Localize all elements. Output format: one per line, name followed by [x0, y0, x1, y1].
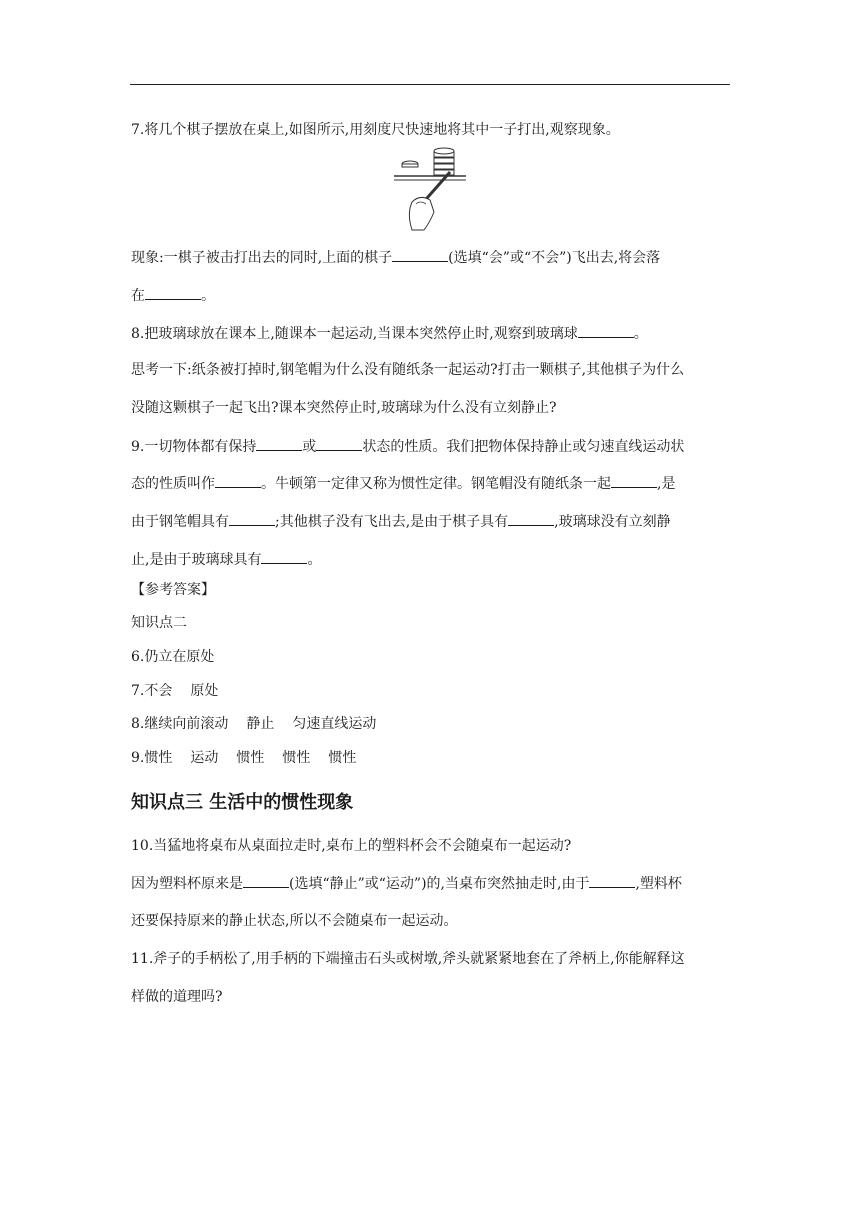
q11-line1: 11.斧子的手柄松了,用手柄的下端撞击石头或树墩,斧头就紧紧地套在了斧柄上,你能解释这: [131, 951, 685, 967]
q7-phenomenon-line2: 在 。: [131, 285, 215, 306]
q9-line4: 止,是由于玻璃球具有 。: [131, 549, 321, 570]
answer-6: 6.仍立在原处: [131, 649, 215, 665]
q9-line1: 9.一切物体都有保持 或 状态的性质。我们把物体保持静止或匀速直线运动状: [131, 436, 684, 457]
q9-blank-6[interactable]: [508, 511, 554, 526]
q7-blank-2[interactable]: [145, 285, 201, 300]
q10-line1: 因为塑料杯原来是 (选填“静止”或“运动”)的,当桌布突然抽走时,由于 ,塑料杯: [131, 873, 682, 894]
q10-blank-2[interactable]: [589, 873, 635, 888]
q11-line2: 样做的道理吗?: [131, 989, 223, 1005]
q9-blank-7[interactable]: [261, 549, 307, 564]
q7-blank-1[interactable]: [392, 247, 448, 262]
think-line2: 没随这颗棋子一起飞出?课本突然停止时,玻璃球为什么没有立刻静止?: [131, 400, 557, 416]
answer-9: 9.惯性 运动 惯性 惯性 惯性: [131, 750, 357, 766]
chess-pieces-ruler-figure: [390, 142, 470, 232]
q9-blank-2[interactable]: [316, 436, 362, 451]
q9-blank-5[interactable]: [229, 511, 275, 526]
q7-phenomenon-line1: 现象:一棋子被击打出去的同时,上面的棋子 (选填“会”或“不会”)飞出去,将会落: [131, 247, 660, 268]
answers-title: 【参考答案】: [131, 582, 215, 598]
think-line1: 思考一下:纸条被打掉时,钢笔帽为什么没有随纸条一起运动?打击一颗棋子,其他棋子为什么: [131, 362, 685, 378]
q8-blank[interactable]: [578, 323, 634, 338]
q9-blank-1[interactable]: [256, 436, 302, 451]
q10-prompt: 10.当猛地将桌布从桌面拉走时,桌布上的塑料杯会不会随桌布一起运动?: [131, 838, 572, 854]
header-rule: [130, 84, 730, 85]
q10-line2: 还要保持原来的静止状态,所以不会随桌布一起运动。: [131, 913, 458, 929]
section3-heading: 知识点三 生活中的惯性现象: [131, 792, 354, 813]
q9-line2: 态的性质叫作 。牛顿第一定律又称为惯性定律。钢笔帽没有随纸条一起 ,是: [131, 473, 675, 494]
q10-blank-1[interactable]: [243, 873, 289, 888]
q8-prompt: 8.把玻璃球放在课本上,随课本一起运动,当课本突然停止时,观察到玻璃球 。: [131, 323, 648, 344]
q9-blank-4[interactable]: [611, 473, 657, 488]
q7-prompt: 7.将几个棋子摆放在桌上,如图所示,用刻度尺快速地将其中一子打出,观察现象。: [131, 122, 620, 138]
answer-7: 7.不会 原处: [131, 683, 219, 699]
q9-blank-3[interactable]: [215, 473, 261, 488]
answer-8: 8.继续向前滚动 静止 匀速直线运动: [131, 716, 377, 732]
answers-section: 知识点二: [131, 615, 187, 631]
q9-line3: 由于钢笔帽具有 ;其他棋子没有飞出去,是由于棋子具有 ,玻璃球没有立刻静: [131, 511, 671, 532]
